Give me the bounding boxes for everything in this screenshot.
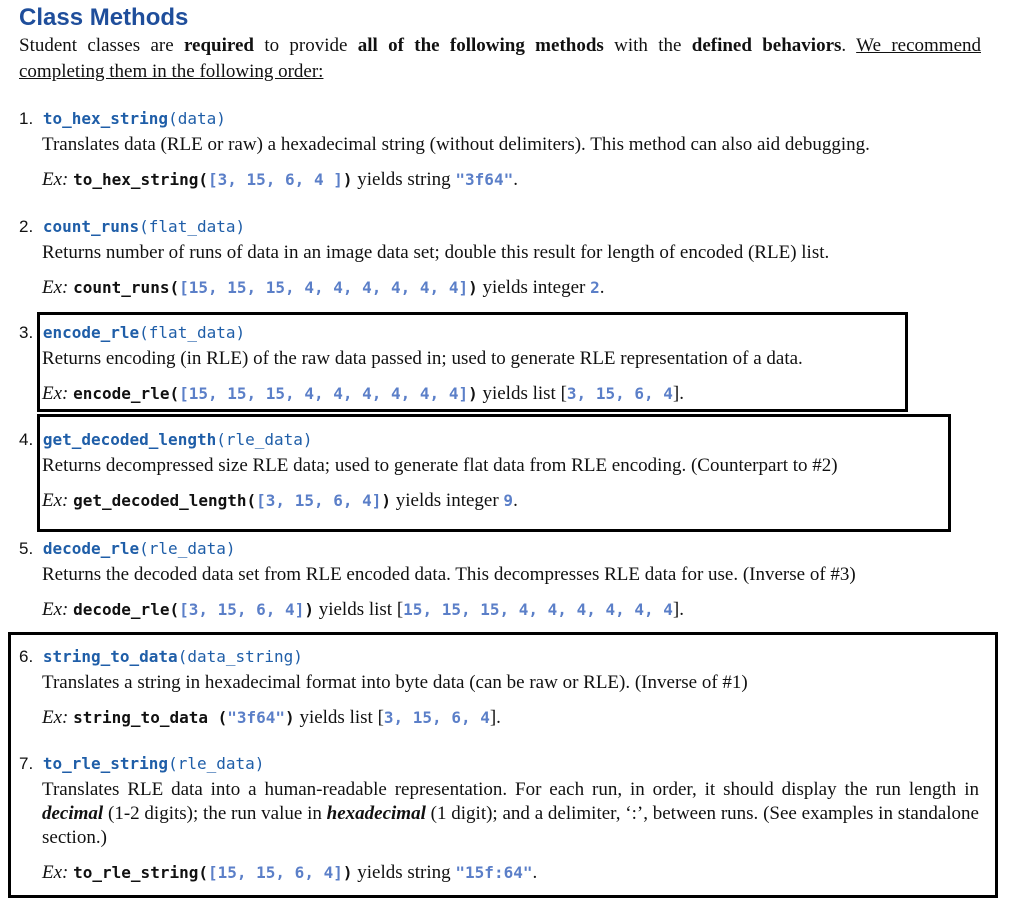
intro-text: Student classes are (19, 35, 184, 56)
intro-bold-required: required (183, 35, 254, 56)
example-call: to_hex_string( (73, 170, 208, 189)
example-open-bracket: [ (560, 383, 567, 404)
intro-paragraph (19, 33, 981, 85)
example-call-close: ) (342, 170, 353, 189)
example-end: . (599, 277, 605, 298)
example-result: "15f:64" (455, 863, 533, 882)
example-call: string_to_data ( (73, 708, 228, 727)
method-description (42, 778, 979, 850)
example-yields: yields list (313, 599, 397, 620)
intro-underlined-order: We recommend completing them in the following order: (19, 35, 981, 82)
method-item (19, 216, 829, 300)
method-item (19, 538, 856, 622)
method-name: to_hex_string (42, 109, 169, 128)
example-call-close: ) (468, 384, 478, 403)
method-description: Returns number of runs of data in an image data set; double this result for length of encoded (RLE) list. (42, 242, 830, 263)
example-result: 2 (590, 278, 600, 297)
example-call: count_runs( (73, 278, 180, 297)
example-end: . (532, 862, 538, 883)
example-result: "3f64" (455, 170, 514, 189)
method-number: 3. (19, 323, 34, 342)
example-yields: yields list (294, 707, 378, 728)
method-item (19, 753, 979, 885)
method-name: encode_rle (42, 323, 140, 342)
example-argument: [15, 15, 15, 4, 4, 4, 4, 4, 4] (179, 384, 469, 403)
method-item (19, 322, 803, 406)
method-example (42, 706, 748, 730)
example-end: ]. (672, 599, 684, 620)
method-params: (data) (168, 109, 226, 128)
method-signature (19, 429, 838, 451)
intro-text: with the (603, 35, 692, 56)
example-call: decode_rle( (73, 600, 180, 619)
method-params: (flat_data) (139, 217, 246, 236)
method-description: Translates a string in hexadecimal format into byte data (can be raw or RLE). (Inverse of #1) (42, 672, 748, 693)
method-item (19, 108, 870, 192)
method-name: to_rle_string (42, 754, 169, 773)
example-call-close: ) (285, 708, 295, 727)
intro-bold-behaviors: defined behaviors (691, 35, 842, 56)
example-label: Ex: (42, 277, 69, 298)
method-example (42, 382, 803, 406)
example-call: get_decoded_length( (73, 491, 257, 510)
description-emphasis-hexadecimal: hexadecimal (326, 803, 426, 824)
example-result: 3, 15, 6, 4 (383, 708, 490, 727)
method-name: count_runs (42, 217, 140, 236)
example-end: ]. (672, 383, 684, 404)
example-call-close: ) (304, 600, 314, 619)
example-result: 3, 15, 6, 4 (566, 384, 673, 403)
method-signature (19, 538, 856, 560)
method-params: (rle_data) (216, 430, 313, 449)
method-name: decode_rle (42, 539, 140, 558)
method-params: (rle_data) (168, 754, 265, 773)
method-number: 2. (19, 217, 34, 236)
method-example (42, 489, 838, 513)
example-open-bracket: [ (396, 599, 404, 620)
description-text: Translates RLE data into a human-readable representation. For each run, in order, it should display the run length in (42, 779, 979, 800)
method-params: (flat_data) (139, 323, 246, 342)
method-params: (rle_data) (139, 539, 236, 558)
intro-text: . (841, 35, 857, 56)
method-example (42, 598, 856, 622)
example-result: 9 (503, 491, 514, 510)
description-text: (1 digit); and a delimiter, ‘:’, between runs. (See examples in standalone section.) (42, 803, 979, 848)
method-params: (data_string) (177, 647, 303, 666)
method-number: 1. (19, 109, 34, 128)
example-end: . (513, 490, 518, 511)
example-yields: yields integer (391, 490, 504, 511)
example-call-close: ) (381, 491, 392, 510)
method-signature (19, 753, 979, 775)
example-open-bracket: [ (377, 707, 384, 728)
method-name: get_decoded_length (42, 430, 217, 449)
method-description: Returns the decoded data set from RLE encoded data. This decompresses RLE data for use. (Inverse of #3) (42, 564, 856, 585)
method-number: 7. (19, 754, 34, 773)
example-argument: "3f64" (227, 708, 286, 727)
example-label: Ex: (42, 383, 69, 404)
example-argument: [15, 15, 15, 4, 4, 4, 4, 4, 4] (179, 278, 469, 297)
method-signature (19, 108, 870, 130)
example-result: 15, 15, 15, 4, 4, 4, 4, 4, 4 (403, 600, 673, 619)
method-description: Translates data (RLE or raw) a hexadecimal string (without delimiters). This method can also aid debugging. (42, 134, 870, 155)
description-emphasis-decimal: decimal (42, 803, 104, 824)
example-label: Ex: (42, 599, 69, 620)
intro-text: to provide (254, 35, 358, 56)
method-signature (19, 322, 803, 344)
method-description: Returns encoding (in RLE) of the raw data passed in; used to generate RLE representation of a data. (42, 348, 803, 369)
example-call: encode_rle( (73, 384, 180, 403)
example-yields: yields list (477, 383, 561, 404)
example-argument: [3, 15, 6, 4 ] (207, 170, 343, 189)
method-signature (19, 646, 748, 668)
example-argument: [3, 15, 6, 4] (256, 491, 382, 510)
example-label: Ex: (42, 707, 69, 728)
method-number: 5. (19, 539, 34, 558)
method-number: 4. (19, 430, 34, 449)
intro-bold-methods: all of the following methods (357, 35, 604, 56)
example-call: to_rle_string( (73, 863, 208, 882)
method-number: 6. (19, 647, 34, 666)
method-name: string_to_data (42, 647, 178, 666)
method-example (42, 168, 870, 192)
method-item (19, 646, 748, 730)
method-signature (19, 216, 829, 238)
method-description: Returns decompressed size RLE data; used to generate flat data from RLE encoding. (Counterpart to #2) (42, 455, 838, 476)
example-argument: [15, 15, 6, 4] (207, 863, 343, 882)
example-call-close: ) (342, 863, 353, 882)
example-yields: yields string (352, 862, 456, 883)
example-label: Ex: (42, 490, 69, 511)
example-end: . (513, 169, 518, 190)
example-yields: yields string (352, 169, 456, 190)
description-text: (1-2 digits); the run value in (103, 803, 327, 824)
example-label: Ex: (42, 169, 69, 190)
example-end: ]. (489, 707, 501, 728)
page-title: Class Methods (19, 4, 189, 31)
method-example (42, 861, 979, 885)
example-argument: [3, 15, 6, 4] (179, 600, 305, 619)
method-item (19, 429, 838, 513)
example-yields: yields integer (477, 277, 591, 298)
example-call-close: ) (468, 278, 478, 297)
example-label: Ex: (42, 862, 69, 883)
method-example (42, 276, 829, 300)
